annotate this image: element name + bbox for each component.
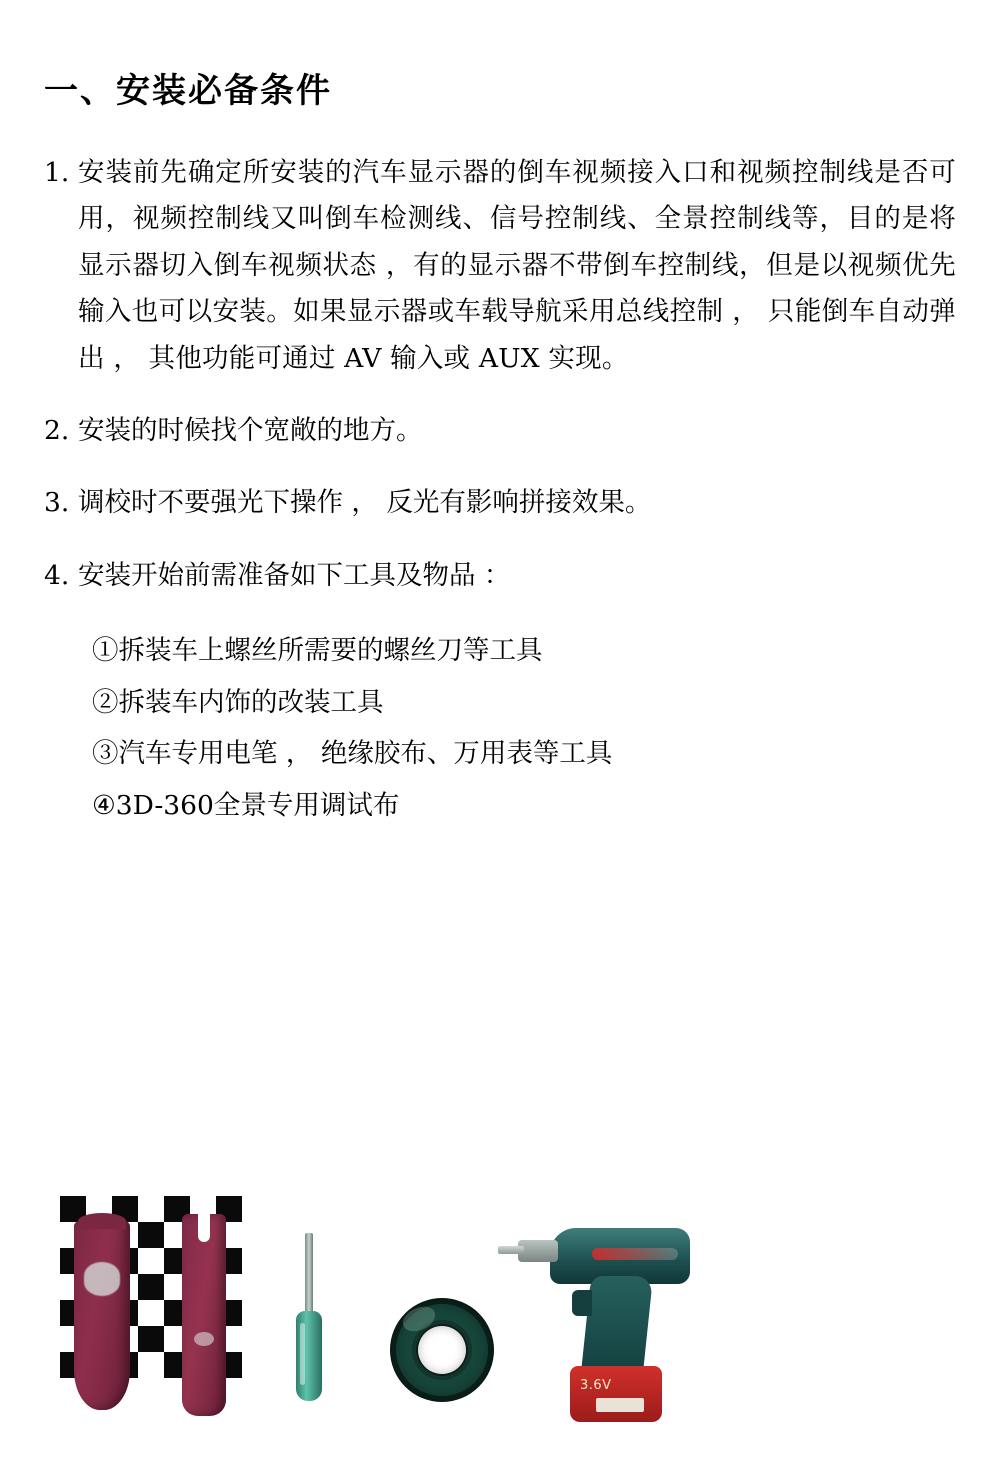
list-item xyxy=(44,480,956,526)
sublist-item: ①拆装车上螺丝所需要的螺丝刀等工具 xyxy=(92,635,543,666)
tools-sublist xyxy=(92,625,956,832)
pry-bar-wide-icon xyxy=(74,1220,130,1410)
pry-bar-hole xyxy=(194,1332,214,1346)
tape-center-hole xyxy=(418,1326,466,1374)
pry-bar-forked-icon xyxy=(182,1214,226,1416)
list-item-text: 调校时不要强光下操作 ， 反光有影响拼接效果。 xyxy=(78,487,652,519)
drill-trigger xyxy=(572,1290,592,1316)
page-title: 一、安装必备条件 xyxy=(44,70,332,111)
list-item-text: 安装前先确定所安装的汽车显示器的倒车视频接入口和视频控制线是否可用，视频控制线又叫倒车检测线、信号控制线、全景控制线等，目的是将显示器切入倒车视频状态 ，有的显示器不带倒车控制线，但是以视频优先输入也可以安装。如果显示器或车载导航采用总线控制 ， 只能倒车自动弹出 ， 其他功能可通过 AV 输入或 AUX 实现。 xyxy=(78,157,956,374)
screwdriver-icon xyxy=(296,1233,322,1398)
list-item xyxy=(44,408,956,454)
sublist-item: ④3D-360全景专用调试布 xyxy=(92,790,400,822)
sublist-item: ②拆装车内饰的改装工具 xyxy=(92,686,384,718)
insulating-tape-roll-icon xyxy=(390,1298,494,1402)
drill-battery-sticker xyxy=(596,1398,644,1412)
tools-photo-figure xyxy=(60,1196,940,1426)
drill-chuck xyxy=(518,1240,558,1262)
list-item-text: 安装开始前需准备如下工具及物品 ： xyxy=(78,559,511,591)
list-item-text: 安装的时候找个宽敞的地方。 xyxy=(78,414,423,446)
drill-battery xyxy=(570,1366,662,1422)
sublist-item: ③汽车专用电笔 ， 绝缘胶布、万用表等工具 xyxy=(92,738,613,770)
pry-bar-fork-notch xyxy=(198,1212,210,1242)
content-body xyxy=(44,150,956,832)
drill-battery-label: 3.6V xyxy=(580,1378,612,1393)
list-item-number: 1. xyxy=(44,157,70,188)
list-item-number: 3. xyxy=(44,487,70,519)
list-item-number: 2. xyxy=(44,414,70,446)
cordless-drill-icon xyxy=(512,1214,722,1426)
list-item xyxy=(44,150,956,382)
screwdriver-handle xyxy=(296,1311,322,1401)
drill-bit xyxy=(498,1246,524,1254)
list-item-number: 4. xyxy=(44,559,70,591)
list-item xyxy=(44,553,956,599)
screwdriver-shaft xyxy=(305,1233,313,1319)
